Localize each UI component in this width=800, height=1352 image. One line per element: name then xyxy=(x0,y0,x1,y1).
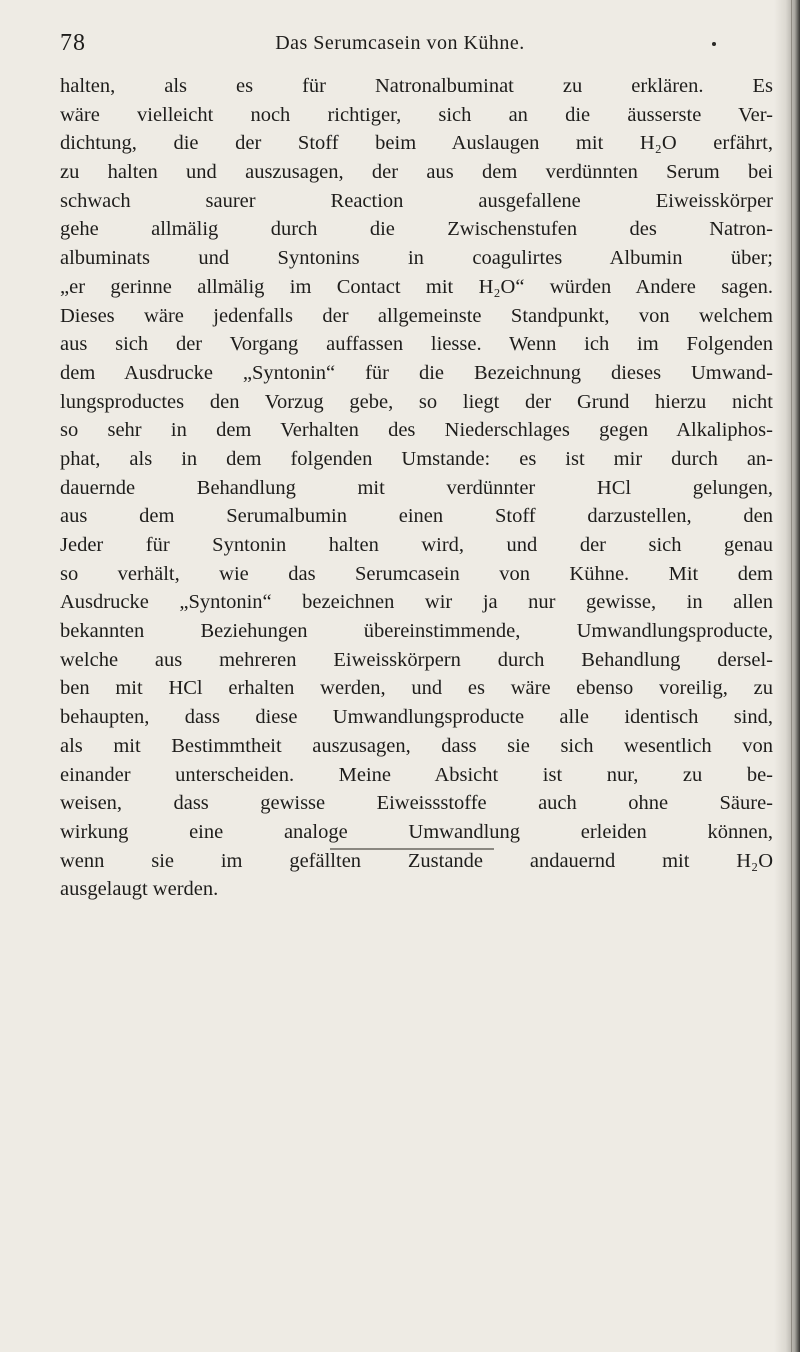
text-line-last: ausgelaugt werden. xyxy=(60,878,219,901)
text-line: ben mit HCl erhalten werden, und es wäre ebenso voreilig, zu xyxy=(60,677,773,700)
section-divider-rule xyxy=(330,848,494,850)
text-line: so sehr in dem Verhalten des Niederschlages gegen Alkaliphos- xyxy=(60,419,773,442)
text-line: lungsproductes den Vorzug gebe, so liegt der Grund hierzu nicht xyxy=(60,390,773,413)
text-line: dauernde Behandlung mit verdünnter HCl gelungen, xyxy=(60,476,773,499)
text-line: Ausdrucke „Syntonin“ bezeichnen wir ja nur gewisse, in allen xyxy=(60,591,773,614)
text-line: aus sich der Vorgang auffassen liesse. Wenn ich im Folgenden xyxy=(60,333,773,356)
text-line: phat, als in dem folgenden Umstande: es ist mir durch an- xyxy=(60,447,773,470)
page-header xyxy=(60,30,740,60)
text-line: „er gerinne allmälig im Contact mit H₂O“ würden Andere sagen. xyxy=(60,275,773,298)
page-edge-shadow xyxy=(774,0,800,1352)
text-line: gehe allmälig durch die Zwischenstufen des Natron- xyxy=(60,218,773,241)
header-dot-mark xyxy=(712,42,716,46)
text-line: so verhält, wie das Serumcasein von Kühne. Mit dem xyxy=(60,562,773,585)
text-line: behaupten, dass diese Umwandlungsproducte alle identisch sind, xyxy=(60,706,773,729)
text-line: aus dem Serumalbumin einen Stoff darzustellen, den xyxy=(60,505,773,528)
text-line: weisen, dass gewisse Eiweissstoffe auch ohne Säure- xyxy=(60,792,773,815)
running-head: Das Serumcasein von Kühne. xyxy=(275,32,525,54)
text-line: dem Ausdrucke „Syntonin“ für die Bezeichnung dieses Umwand- xyxy=(60,361,773,384)
text-line: dichtung, die der Stoff beim Auslaugen mit H₂O erfährt, xyxy=(60,132,773,155)
text-line: halten, als es für Natronalbuminat zu erklären. Es xyxy=(60,75,773,97)
text-line: zu halten und auszusagen, der aus dem verdünnten Serum bei xyxy=(60,161,773,184)
text-line: schwach saurer Reaction ausgefallene Eiweisskörper xyxy=(60,189,773,212)
text-line: wirkung eine analoge Umwandlung erleiden können, xyxy=(60,820,773,843)
text-line: albuminats und Syntonins in coagulirtes Albumin über; xyxy=(60,247,773,270)
text-line: als mit Bestimmtheit auszusagen, dass sie sich wesentlich von xyxy=(60,734,773,757)
text-line: wäre vielleicht noch richtiger, sich an die äusserste Ver- xyxy=(60,103,773,126)
text-line: einander unterscheiden. Meine Absicht ist nur, zu be- xyxy=(60,763,773,786)
text-line: wenn sie im gefällten Zustande andauernd mit H₂O xyxy=(60,849,773,872)
text-line: Jeder für Syntonin halten wird, und der sich genau xyxy=(60,534,773,556)
text-line: bekannten Beziehungen übereinstimmende, Umwandlungsproducte, xyxy=(60,620,773,643)
page-edge-line xyxy=(791,0,792,1352)
page-number: 78 xyxy=(60,30,86,56)
text-line: welche aus mehreren Eiweisskörpern durch Behandlung dersel- xyxy=(60,648,773,671)
body-paragraph xyxy=(60,72,773,904)
text-line: Dieses wäre jedenfalls der allgemeinste Standpunkt, von welchem xyxy=(60,304,773,327)
